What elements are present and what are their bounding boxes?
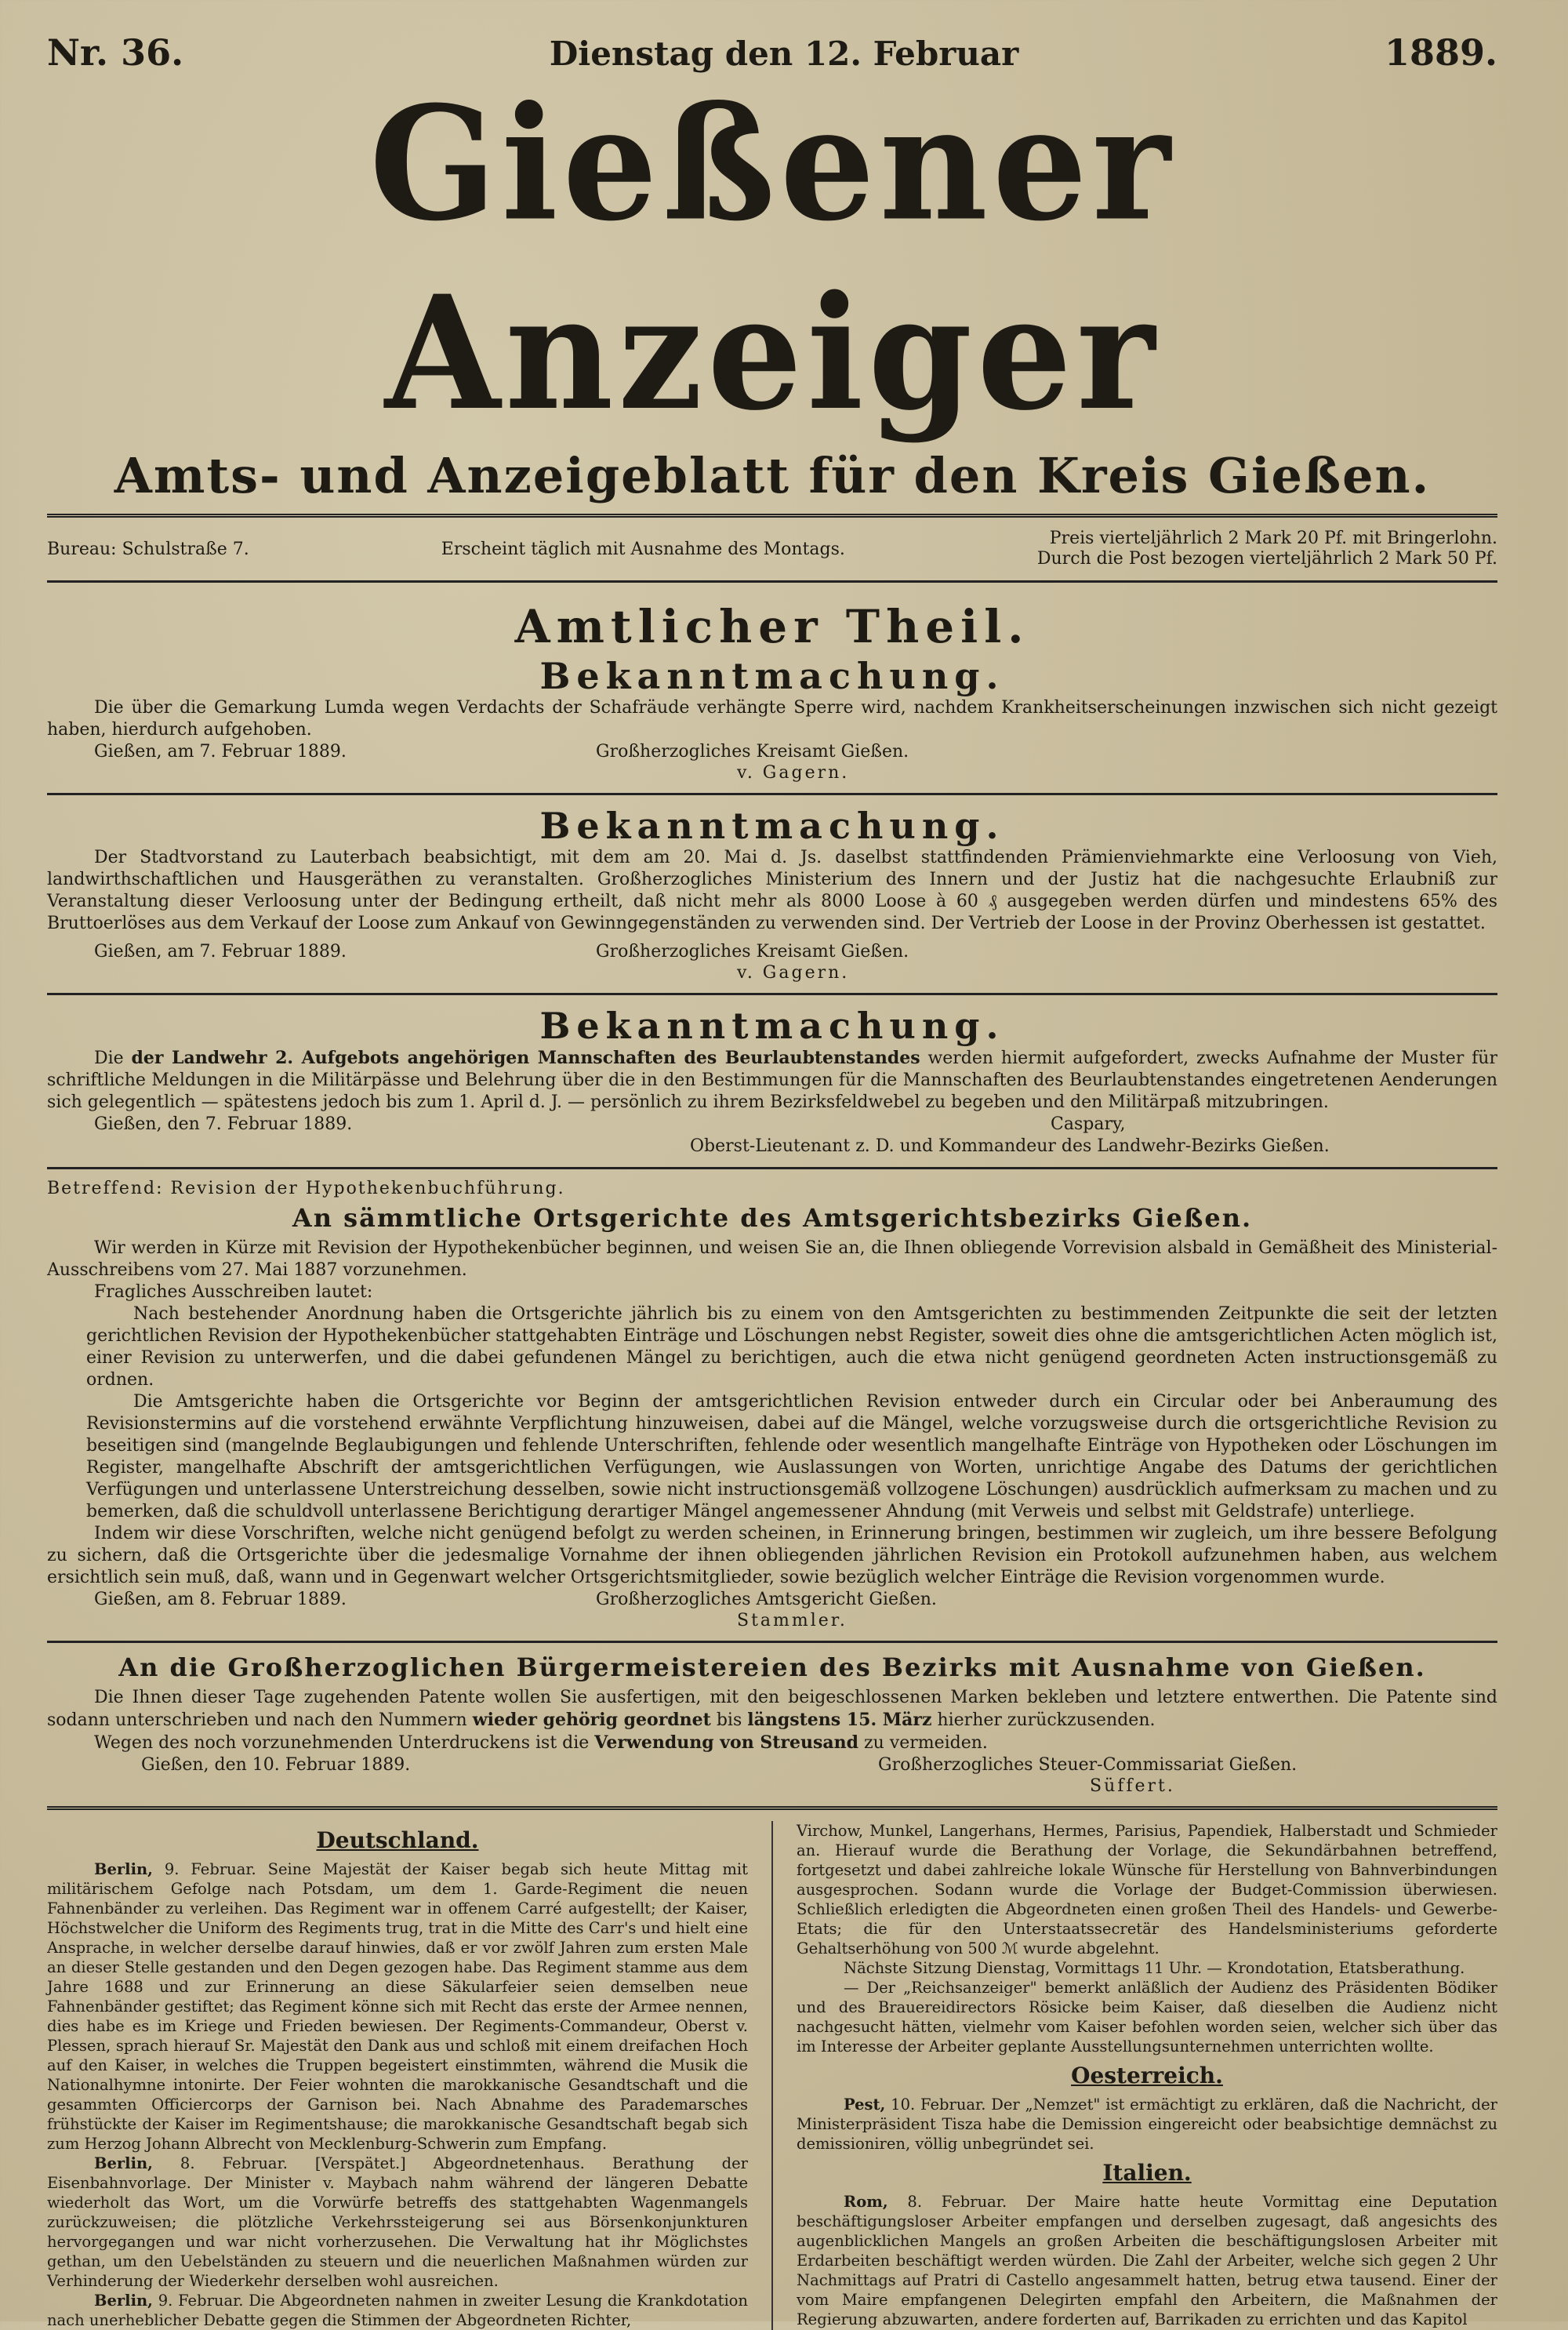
infobar	[47, 527, 1497, 571]
announcement-heading: An die Großherzoglichen Bürgermeistereien des Bezirks mit Ausnahme von Gießen.	[118, 1652, 1426, 1682]
news-paragraph: Virchow, Munkel, Langerhans, Hermes, Parisius, Papendiek, Halberstadt und Schmieder an. Hierauf wurde die Berathung der Vorlage, die Sekundärbahnen betreffend, fortgesetzt und dabei zahlreiche lokale Wünsche für Herstellung von Bahnverbindungen ausgesprochen. Sodann wurde die Vorlage der Budget-Commission überwiesen. Schließlich erledigten die Abgeordneten einen großen Theil des Handels- und Gewerbe-Etats; die für den Unterstaatssecretär des Handelsministeriums geforderte Gehaltserhöhung von 500 ℳ wurde abgelehnt.	[797, 1822, 1497, 1957]
news-heading: Italien.	[1102, 2160, 1192, 2186]
section-rule	[47, 1641, 1497, 1643]
announcement-heading: Bekanntmachung.	[539, 655, 1005, 697]
announcement-heading: Bekanntmachung.	[539, 1005, 1005, 1047]
place-date: Gießen, am 7. Februar 1889.	[94, 942, 347, 961]
text-part: Die	[94, 1049, 132, 1068]
subject-line: Betreffend: Revision der Hypothekenbuchführung.	[47, 1179, 565, 1198]
paragraph: Nach bestehender Anordnung haben die Ortsgerichte jährlich bis zu einem von den Amtsgerichten zu bestimmenden Zeitpunkte die seit der letzten gerichtlichen Revision der Hypothekenbücher stattgehabten Einträge und Löschungen nebst Register, soweit dies ohne die amtsgerichtlichen Acten möglich ist, einer Revision zu unterwerfen, und die dabei gefundenen Mängel zu berichtigen, auch die etwa nicht genügend geordneten Acten instructionsgemäß zu ordnen.	[86, 1304, 1497, 1390]
text-part: 8. Februar. [Verspätet.] Abgeordnetenhaus. Berathung der Eisenbahnvorlage. Der Minister v. Maybach nahm während der längeren Debatte wiederholt das Wort, um die Vorwürfe betreffs des stattgehabten Wagenmangels zurückzuweisen; die plötzliche Verkehrssteigerung sei aus Börsenkonjunkturen hervorgegangen und war nicht vorherzusehen. Die Verwaltung hat ihr Möglichstes gethan, um den Uebelständen zu steuern und die neuerlichen Maßnahmen würden zur Verhinderung der Wiederkehr derselben wohl ausreichen.	[47, 2154, 748, 2290]
publication-schedule: Erscheint täglich mit Ausnahme des Montags.	[441, 539, 845, 559]
dateline: Rom,	[844, 2193, 888, 2211]
infobar-rule	[47, 580, 1497, 583]
issue-year: 1889.	[1384, 31, 1497, 74]
dateline: Pest,	[844, 2096, 886, 2114]
section-rule	[47, 793, 1497, 795]
authority: Großherzogliches Amtsgericht Gießen.	[596, 1590, 937, 1609]
newspaper-title: Gießener Anzeiger	[369, 71, 1175, 445]
text-part: werden hiermit aufgefordert, zwecks Aufnahme der Muster für schriftliche Meldungen in die Militärpässe und Belehrung über die in den Bestimmungen für die Mannschaften des Beurlaubtenstandes eingetretenen Aenderungen sich gelegentlich — spätestens jedoch bis zum 1. April d. J. — persönlich zu ihrem Bezirksfeldwebel zu begeben und den Militärpaß mitzubringen.	[47, 1049, 1497, 1112]
signature-row	[47, 1136, 1497, 1158]
signature-row	[47, 941, 1497, 963]
place-date: Gießen, den 10. Februar 1889.	[141, 1755, 411, 1775]
issue-date: Dienstag den 12. Februar	[549, 35, 1019, 73]
authority: Großherzogliches Kreisamt Gießen.	[596, 942, 909, 961]
news-columns	[47, 1821, 1497, 2330]
price-line-1: Preis vierteljährlich 2 Mark 20 Pf. mit Bringerlohn.	[1049, 529, 1497, 548]
news-paragraph	[47, 2291, 748, 2330]
place-date: Gießen, am 8. Februar 1889.	[94, 1590, 347, 1609]
section-heading-amtlich: Amtlicher Theil.	[514, 600, 1030, 653]
authority: Großherzogliches Kreisamt Gießen.	[596, 742, 909, 762]
text-part: zu vermeiden.	[858, 1733, 988, 1753]
price-info	[1037, 529, 1497, 569]
place-date: Gießen, am 7. Februar 1889.	[94, 742, 347, 762]
text-part: Die Ihnen dieser Tage zugehenden Patente wollen Sie ausfertigen, mit den beigeschlossenen Marken bekleben und letztere entwerthen. Die Patente sind sodann unterschrieben und nach den Nummern	[47, 1688, 1497, 1730]
dateline: Berlin,	[94, 1860, 153, 1878]
signer: Caspary,	[1051, 1114, 1126, 1134]
text-part: 8. Februar. Der Maire hatte heute Vormittag eine Deputation beschäftigungsloser Arbeiter empfangen und derselben zugesagt, daß angesichts des augenblicklichen Mangels an großen Arbeiten die beschäftigungslosen Arbeiter mit Erdarbeiten beschäftigt werden würden. Die Zahl der Arbeiter, welche sich gegen 2 Uhr Nachmittags auf Pratri di Castello angesammelt hatten, betrug etwa tausend. Einer der vom Maire empfangenen Delegirten empfahl den Arbeitern, die Maßnahmen der Regierung abzuwarten, andere forderten auf, Barrikaden zu errichten und das Kapitol	[797, 2193, 1497, 2328]
news-paragraph	[797, 2095, 1497, 2154]
price-line-2: Durch die Post bezogen vierteljährlich 2 Mark 50 Pf.	[1036, 549, 1497, 569]
signature-row	[47, 1114, 1497, 1136]
issue-number: Nr. 36.	[47, 31, 184, 74]
paragraph	[47, 1732, 1497, 1754]
signer: Süffert.	[1090, 1776, 1175, 1796]
news-column-left	[47, 1821, 748, 2330]
paragraph: Die Amtsgerichte haben die Ortsgerichte vor Beginn der amtsgerichtlichen Revision entweder durch ein Circular oder bei Anberaumung des Revisionstermins auf die vorstehend erwähnte Verpflichtung hinzuweisen, dabei auf die Mängel, welche vorzugsweise durch die ortsgerichtliche Revision zu beseitigen sind (mangelnde Beglaubigungen und fehlende Unterschriften, fehlende oder wesentlich mangelhafte Einträge von Hypotheken oder Löschungen im Register, mangelhafte Abschrift der amtsgerichtlichen Verfügungen, wie Auslassungen von Worten, unrichtige Angabe des Datums der gerichtlichen Verfügungen und unterlassene Unterstreichung desselben, sowie nicht instructionsgemäß vollzogene Löschungen) ausdrücklich aufmerksam zu machen und zu bemerken, daß die schuldvoll unterlassene Berichtigung derartiger Mängel angemessener Ahndung (mit Verweis und selbst mit Geldstrafe) unterliege.	[86, 1392, 1497, 1521]
paragraph	[47, 1687, 1497, 1732]
place-date: Gießen, den 7. Februar 1889.	[94, 1114, 353, 1134]
signer: v. Gagern.	[737, 963, 850, 983]
section-rule	[47, 1167, 1497, 1169]
announcement-heading: Bekanntmachung.	[539, 805, 1005, 847]
text-part: hierher zurückzusenden.	[931, 1710, 1156, 1730]
bold-text: wieder gehörig geordnet	[472, 1710, 711, 1730]
news-paragraph: — Der „Reichsanzeiger" bemerkt anläßlich der Audienz des Präsidenten Bödiker und des Brauereidirectors Rösicke beim Kaiser, daß dieselben die Audienz nicht nachgesucht hätten, vielmehr vom Kaiser befohlen worden seien, welcher sich über das im Interesse der Arbeiter geplante Ausstellungsunternehmen unterrichten wollte.	[797, 1979, 1497, 2056]
authority: Oberst-Lieutenant z. D. und Kommandeur des Landwehr-Bezirks Gießen.	[690, 1136, 1330, 1156]
signer: Stammler.	[737, 1611, 848, 1630]
paragraph: Indem wir diese Vorschriften, welche nicht genügend befolgt zu werden scheinen, in Erinnerung bringen, bestimmen wir zugleich, um ihre bessere Befolgung zu sichern, daß die Ortsgerichte über die jedesmalige Vornahme der ihnen obliegenden jährlichen Revision ein Protokoll aufzunehmen haben, aus welchem ersichtlich sein muß, daß, wann und in Gegenwart welcher Ortsgerichtsmitglieder, sowie bezüglich welcher Einträge die Revision vorgenommen wurde.	[47, 1524, 1497, 1587]
news-heading: Oesterreich.	[1071, 2063, 1223, 2088]
announcement-text: Der Stadtvorstand zu Lauterbach beabsichtigt, mit dem am 20. Mai d. Js. daselbst stattfindenden Prämienviehmarkte eine Verloosung von Vieh, landwirthschaftlichen und Hausgeräthen zu veranstalten. Großherzogliches Ministerium des Innern und der Justiz hat die nachgesuchte Erlaubniß zur Veranstaltung dieser Verloosung unter der Bedingung ertheilt, daß nicht mehr als 8000 Loose à 60 ₰ ausgegeben werden dürfen und mindestens 65% des Bruttoerlöses aus dem Verkauf der Loose zum Ankauf von Gewinngegenständen zu verwenden sind. Der Vertrieb der Loose in der Provinz Oberhessen ist gestattet.	[47, 848, 1497, 933]
bureau-address: Bureau: Schulstraße 7.	[47, 539, 249, 559]
bold-text: Verwendung von Streusand	[594, 1732, 859, 1753]
news-paragraph	[47, 1859, 748, 2154]
news-column-right	[797, 1821, 1497, 2330]
dateline: Berlin,	[94, 2154, 153, 2172]
text-part: 9. Februar. Seine Majestät der Kaiser begab sich heute Mittag mit militärischem Gefolge nach Potsdam, um dem 1. Garde-Regiment die neuen Fahnenbänder zu verleihen. Das Regiment war in offenem Carré aufgestellt; der Kaiser, Höchstwelcher die Uniform des Regiments trug, trat in die Mitte des Carr's und hielt eine Ansprache, in welcher derselbe darauf hinwies, daß er vor zwölf Jahren zum ersten Male an dieser Stelle gestanden und den Degen gezogen habe. Das Regiment stamme aus dem Jahre 1688 und zur Erinnerung an diese Säkularfeier seien demselben neue Fahnenbänder gestiftet; das Regiment könne sich mit Recht das erste der Armee nennen, dies habe es im Kriege und Frieden bewiesen. Der Regiments-Commandeur, Oberst v. Plessen, sprach hierauf Sr. Majestät den Dank aus und schloß mit einem dreifachen Hoch auf den Kaiser, in welches die Truppen begeistert einstimmten, während die Musik die Nationalhymne intonirte. Der Feier wohnten die marokkanische Gesandtschaft und die gesammten Officiercorps der Garnison bei. Nach Abnahme des Parademarsches frühstückte der Kaiser im Regimentshause; die marokkanische Gesandtschaft begab sich zum Herzog Johann Albrecht von Mecklenburg-Schwerin zum Empfang.	[47, 1860, 748, 2153]
column-divider	[771, 1821, 773, 2330]
announcement-text: Die über die Gemarkung Lumda wegen Verdachts der Schafräude verhängte Sperre wird, nachdem Krankheitserscheinungen inzwischen sich nicht gezeigt haben, hierdurch aufgehoben.	[47, 698, 1497, 740]
announcement-text	[47, 1047, 1497, 1114]
paragraph: Fragliches Ausschreiben lautet:	[94, 1282, 373, 1302]
news-paragraph	[797, 2192, 1497, 2329]
signature-row	[47, 1589, 1497, 1611]
signature-row	[47, 741, 1497, 763]
bold-text: der Landwehr 2. Aufgebots angehörigen Mannschaften des Beurlaubtenstandes	[131, 1048, 920, 1068]
news-paragraph: Nächste Sitzung Dienstag, Vormittags 11 Uhr. — Krondotation, Etatsberathung.	[844, 1959, 1465, 1977]
bold-text: längstens 15. März	[747, 1710, 932, 1730]
announcement-heading: An sämmtliche Ortsgerichte des Amtsgerichtsbezirks Gießen.	[292, 1203, 1253, 1233]
newspaper-subtitle: Amts- und Anzeigeblatt für den Kreis Gießen.	[114, 447, 1431, 504]
news-heading: Deutschland.	[316, 1827, 479, 1853]
text-part: 10. Februar. Der „Nemzet" ist ermächtigt zu erklären, daß die Nachricht, der Ministerpräsident Tisza habe die Demission eingereicht oder beabsichtige demnächst zu demissioniren, völlig unbegründet sei.	[797, 2096, 1497, 2153]
authority: Großherzogliches Steuer-Commissariat Gießen.	[878, 1755, 1298, 1775]
dateline: Berlin,	[94, 2292, 153, 2310]
text-part: 9. Februar. Die Abgeordneten nahmen in zweiter Lesung die Krankdotation nach unerheblicher Debatte gegen die Stimmen der Abgeordneten Richter,	[47, 2292, 748, 2329]
section-rule	[47, 1806, 1497, 1810]
paragraph: Wir werden in Kürze mit Revision der Hypothekenbücher beginnen, und weisen Sie an, die Ihnen obliegende Vorrevision alsbald in Gemäßheit des Ministerial-Ausschreibens vom 27. Mai 1887 vorzunehmen.	[47, 1238, 1497, 1280]
news-paragraph	[47, 2154, 748, 2291]
signature-row	[47, 1754, 1497, 1776]
section-rule	[47, 993, 1497, 995]
text-part: Wegen des noch vorzunehmenden Unterdruckens ist die	[94, 1733, 595, 1753]
masthead-rule	[47, 514, 1497, 518]
text-part: bis	[710, 1710, 748, 1730]
signer: v. Gagern.	[737, 763, 850, 783]
